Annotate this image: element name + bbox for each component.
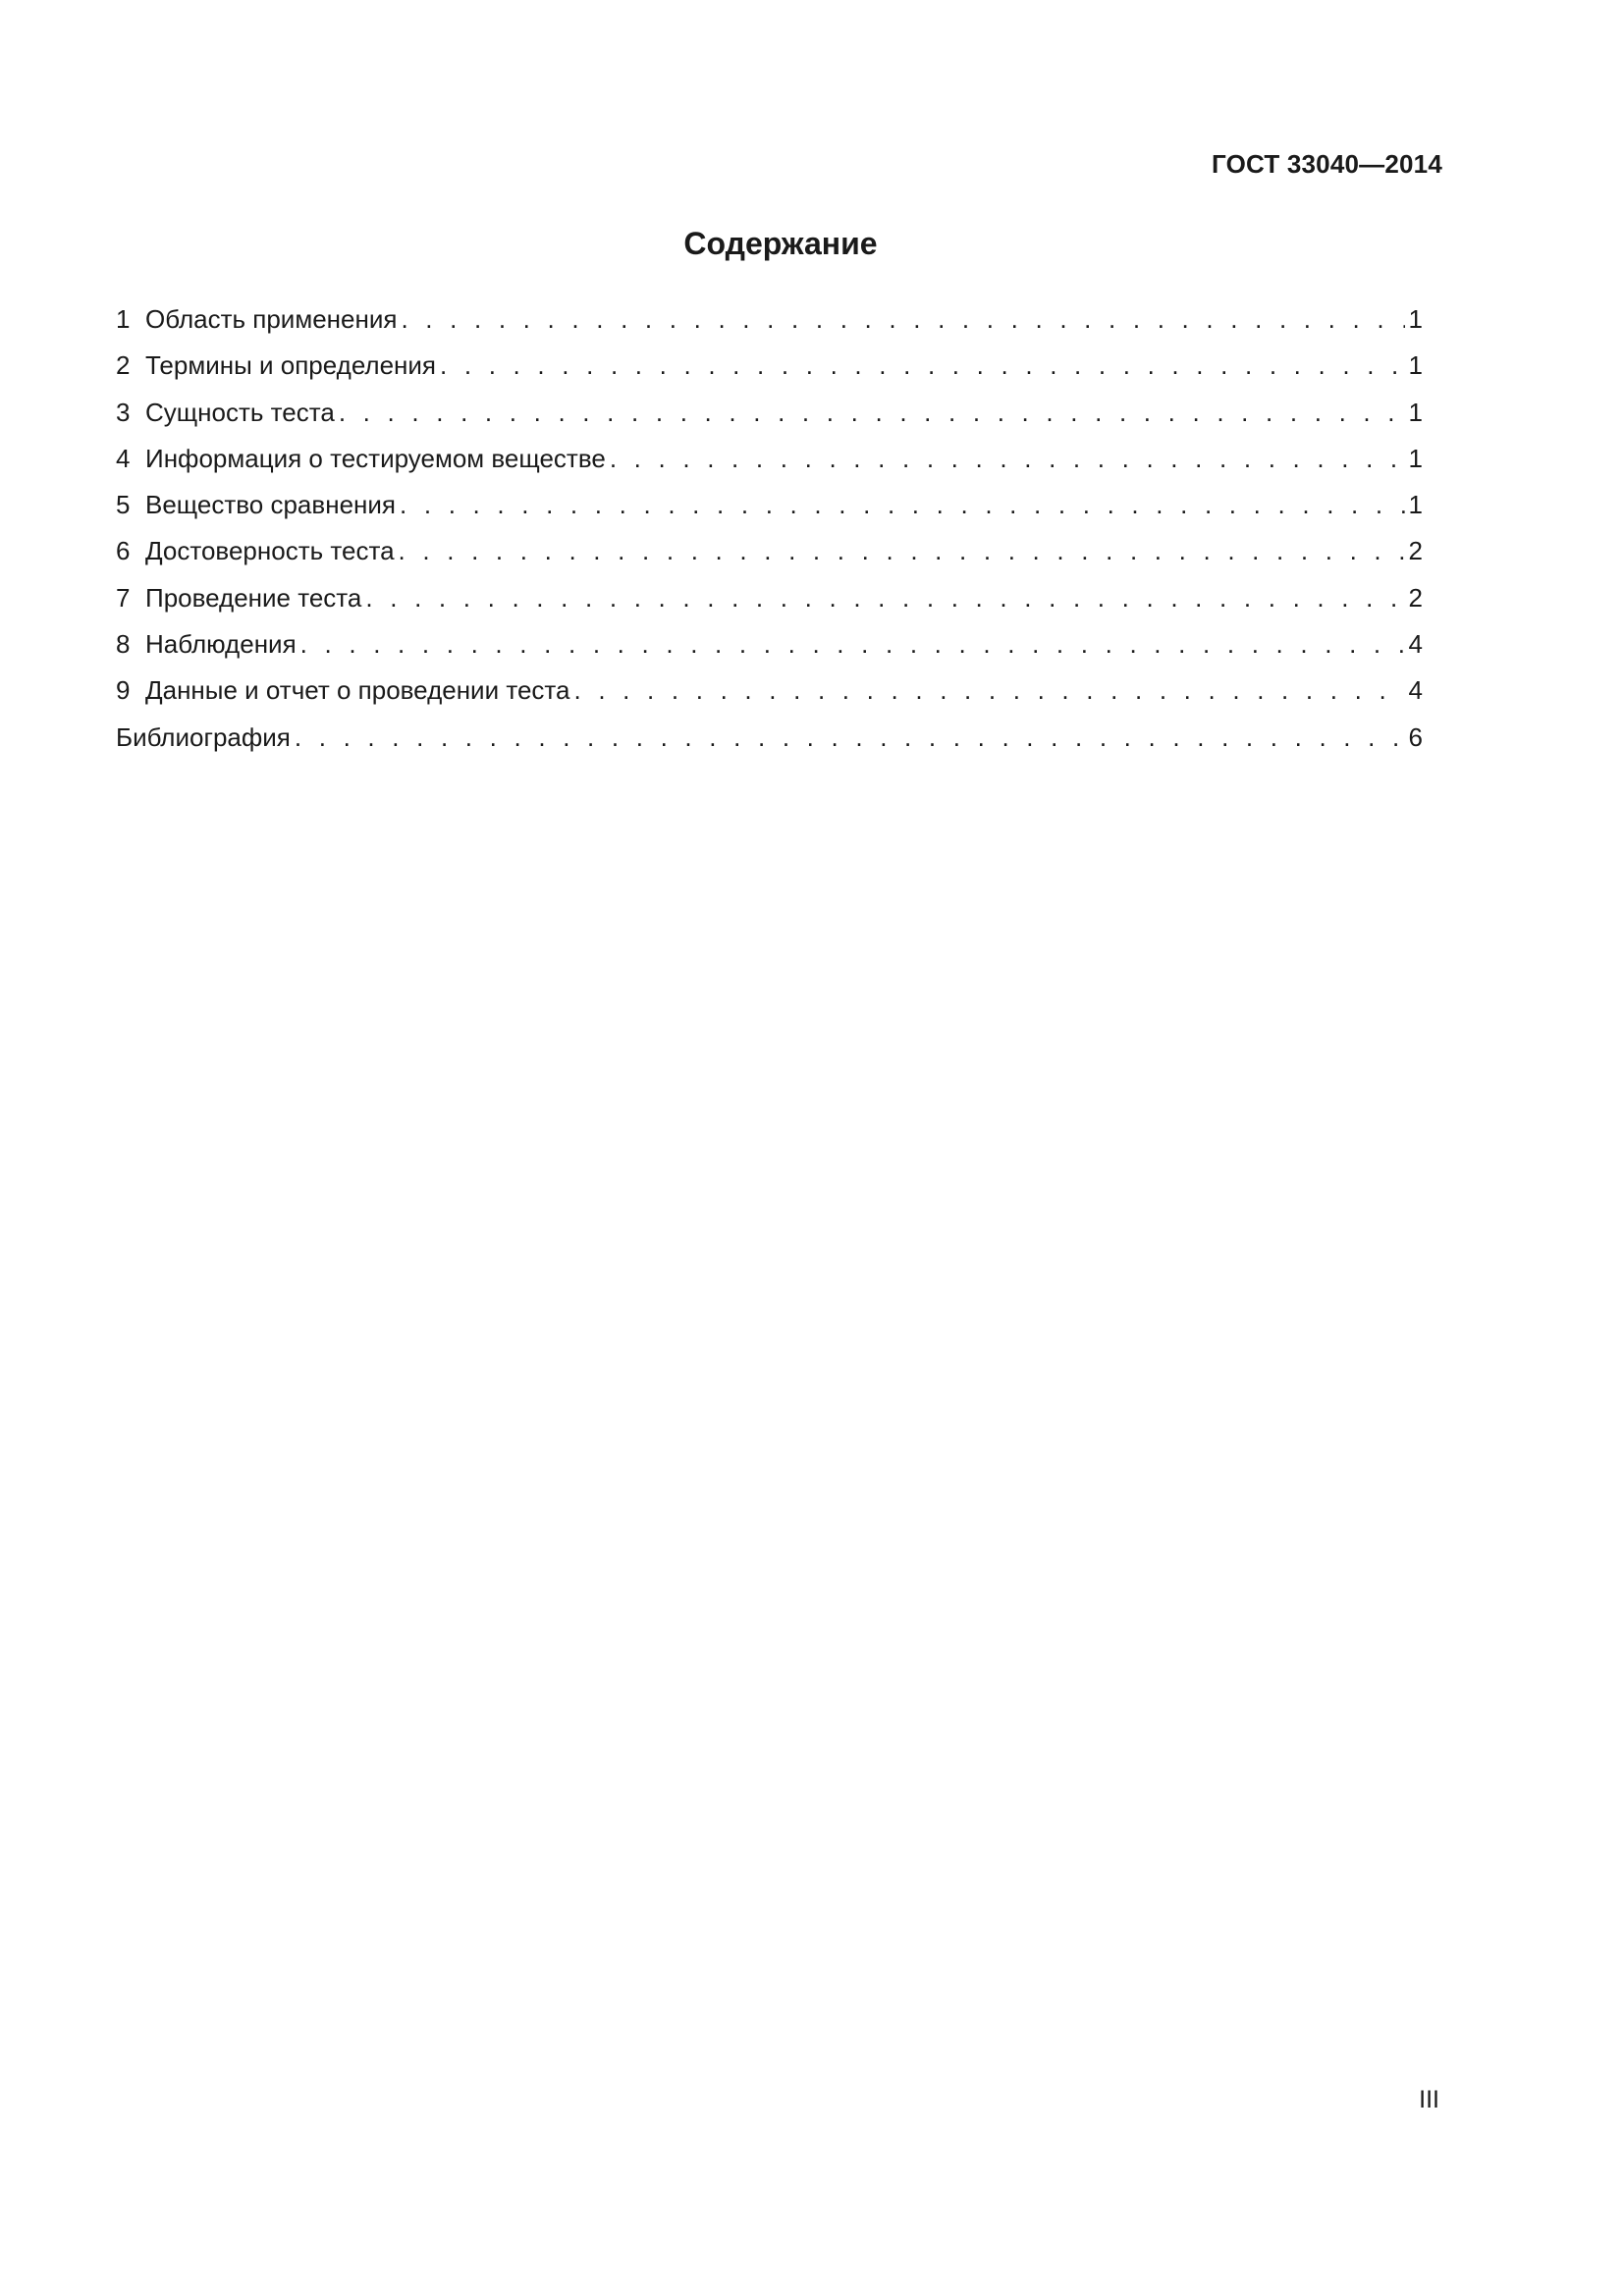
toc-dot-leader: [365, 578, 1404, 617]
toc-entry-page: 1: [1408, 350, 1423, 381]
toc-dot-leader: [440, 346, 1405, 385]
toc-dot-leader: [399, 531, 1405, 570]
toc-entry-number: 5: [116, 490, 131, 520]
toc-entry-label: Данные и отчет о проведении теста: [145, 675, 570, 706]
toc-entry-page: 6: [1408, 721, 1423, 752]
toc-entry-label: Информация о тестируемом веществе: [145, 443, 606, 473]
toc-entry[interactable]: [116, 439, 1423, 485]
toc-entry[interactable]: [116, 670, 1423, 717]
page-number: III: [1419, 2086, 1439, 2113]
toc-entry-number: 9: [116, 675, 131, 706]
toc-dot-leader: [295, 718, 1405, 757]
toc-entry-page: 2: [1408, 582, 1423, 613]
toc-entry-page: 4: [1408, 675, 1423, 706]
toc-entry-number: 3: [116, 397, 131, 427]
toc-entry-label: Достоверность теста: [145, 536, 395, 566]
toc-entry-label: Проведение теста: [145, 582, 362, 613]
toc-dot-leader: [610, 439, 1405, 478]
toc-entry-page: 1: [1408, 443, 1423, 473]
toc-entry-number: 4: [116, 443, 131, 473]
toc-title: Содержание: [683, 226, 878, 261]
toc-entry-label: Библиография: [116, 721, 291, 752]
toc-entry-label: Область применения: [145, 304, 398, 334]
toc-entry[interactable]: [116, 624, 1423, 670]
toc-dot-leader: [300, 624, 1405, 664]
toc-entry-number: 8: [116, 629, 131, 660]
toc-entry-number: 2: [116, 350, 131, 381]
toc-entry[interactable]: [116, 485, 1423, 531]
toc-entry-page: 1: [1408, 490, 1423, 520]
toc-entry-page: 1: [1408, 397, 1423, 427]
toc-entry[interactable]: [116, 346, 1423, 392]
toc-entry-page: 1: [1408, 304, 1423, 334]
toc-entry[interactable]: [116, 393, 1423, 439]
toc-entry[interactable]: [116, 531, 1423, 577]
toc-entry-bibliography[interactable]: [116, 718, 1423, 764]
toc-entry-number: 1: [116, 304, 131, 334]
toc-entry-label: Наблюдения: [145, 629, 297, 660]
toc-dot-leader: [339, 393, 1405, 432]
toc-entry[interactable]: [116, 299, 1423, 346]
toc-entry-number: 6: [116, 536, 131, 566]
toc-entry-label: Сущность теста: [145, 397, 335, 427]
toc-dot-leader: [401, 299, 1404, 339]
toc-dot-leader: [400, 485, 1405, 524]
toc-entry-page: 2: [1408, 536, 1423, 566]
table-of-contents: [116, 299, 1423, 764]
toc-entry-number: 7: [116, 582, 131, 613]
toc-entry[interactable]: [116, 578, 1423, 624]
document-code: ГОСТ 33040—2014: [1212, 149, 1442, 179]
toc-entry-page: 4: [1408, 629, 1423, 660]
toc-entry-label: Термины и определения: [145, 350, 437, 381]
toc-entry-label: Вещество сравнения: [145, 490, 396, 520]
toc-dot-leader: [573, 670, 1404, 710]
